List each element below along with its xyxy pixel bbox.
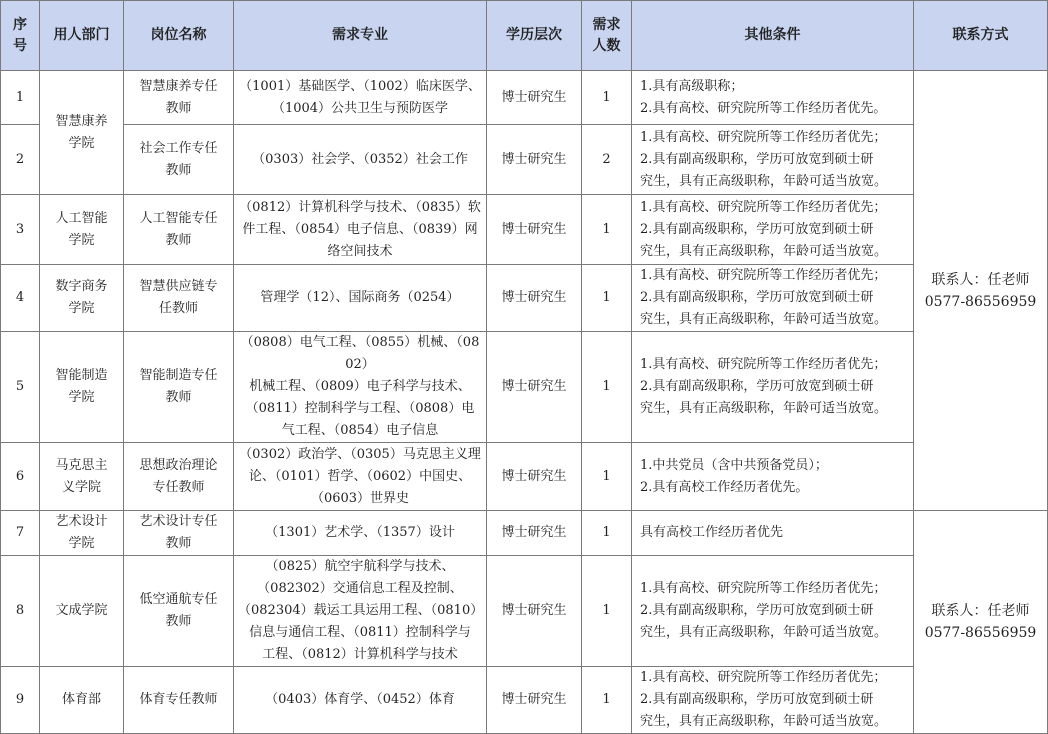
cell-count: 2 xyxy=(582,125,632,195)
cell-line: 教师 xyxy=(165,100,192,116)
cell-dept xyxy=(40,511,124,556)
cell-line: 智慧供应链专 xyxy=(139,279,218,294)
header-contact: 联系方式 xyxy=(914,1,1048,71)
cell-line: 智能制造专任 xyxy=(139,368,218,383)
cell-line: 1.具有高校、研究院所等工作经历者优先； xyxy=(640,357,887,372)
cell-line: （1301）艺术学、（1357）设计 xyxy=(265,525,455,540)
cell-line: 学院 xyxy=(68,301,95,316)
cell-line: 艺术设计专任 xyxy=(139,514,218,529)
cell-line: 专任教师 xyxy=(152,479,205,495)
cell-cond xyxy=(632,71,914,125)
table-row xyxy=(1,265,1048,332)
cell-line: 人工智能专任 xyxy=(139,210,218,226)
cell-line: 论、（0101）哲学、（0602）中国史、 xyxy=(248,468,472,484)
cell-seq: 1 xyxy=(1,71,40,125)
cell-edu: 博士研究生 xyxy=(487,125,582,195)
cell-line: 体育专任教师 xyxy=(139,692,218,707)
cell-cond xyxy=(632,195,914,265)
cell-dept xyxy=(40,265,124,332)
contact-cell xyxy=(914,511,1048,734)
cell-line: 究生，具有正高级职称，年龄可适当放宽。 xyxy=(640,714,888,729)
cell-line: 究生，具有正高级职称，年龄可适当放宽。 xyxy=(640,243,888,259)
cell-line: （0302）政治学、（0305）马克思主义理 xyxy=(239,446,481,462)
cell-line: 2.具有副高级职称，学历可放宽到硕士研 xyxy=(640,221,874,237)
cell-line: 低空通航专任 xyxy=(139,592,218,607)
cell-line: 究生，具有正高级职称，年龄可适当放宽。 xyxy=(640,401,888,416)
cell-line: 2.具有副高级职称，学历可放宽到硕士研 xyxy=(640,379,874,394)
contact-cell xyxy=(914,71,1048,511)
table-row xyxy=(1,332,1048,443)
cell-post xyxy=(124,265,234,332)
cell-line: （0825）航空宇航科学与技术、 xyxy=(265,559,455,574)
cell-count: 1 xyxy=(582,667,632,734)
cell-line: 教师 xyxy=(165,232,192,248)
cell-line: 机械工程、（0809）电子科学与技术、 xyxy=(249,379,471,394)
cell-line: 1.具有高校、研究院所等工作经历者优先； xyxy=(640,581,887,596)
cell-count: 1 xyxy=(582,195,632,265)
cell-line: 0577-86556959 xyxy=(924,293,1037,310)
cell-edu: 博士研究生 xyxy=(487,556,582,667)
cell-line: 人工智能 xyxy=(55,210,108,226)
cell-edu: 博士研究生 xyxy=(487,443,582,511)
table-row xyxy=(1,125,1048,195)
cell-line: 思想政治理论 xyxy=(139,457,218,473)
cell-line: 工程、（0812）计算机科学与技术 xyxy=(262,647,458,662)
cell-major xyxy=(234,556,487,667)
cell-cond xyxy=(632,511,914,556)
cell-line: 2.具有高校、研究院所等工作经历者优先。 xyxy=(640,100,887,116)
header-row xyxy=(1,1,1048,71)
cell-major xyxy=(234,443,487,511)
cell-seq: 5 xyxy=(1,332,40,443)
cell-cond xyxy=(632,667,914,734)
cell-line: 智能制造 xyxy=(55,368,108,383)
cell-line: 学院 xyxy=(68,135,95,151)
cell-line: 究生，具有正高级职称，年龄可适当放宽。 xyxy=(640,625,888,640)
cell-post xyxy=(124,125,234,195)
cell-seq: 7 xyxy=(1,511,40,556)
cell-line: 数字商务 xyxy=(55,279,108,294)
cell-major xyxy=(234,511,487,556)
cell-line: 究生，具有正高级职称，年龄可适当放宽。 xyxy=(640,312,888,327)
cell-major xyxy=(234,125,487,195)
cell-line: 具有高校工作经历者优先 xyxy=(640,525,784,540)
cell-line: 马克思主 xyxy=(55,457,108,473)
cell-line: 艺术设计 xyxy=(55,514,108,529)
cell-major xyxy=(234,265,487,332)
table-row xyxy=(1,556,1048,667)
cell-line: （0812）计算机科学与技术、（0835）软 xyxy=(239,199,481,215)
cell-major xyxy=(234,195,487,265)
cell-cond xyxy=(632,556,914,667)
cell-line: 教师 xyxy=(165,390,192,405)
cell-count: 1 xyxy=(582,511,632,556)
cell-line: （082302）交通信息工程及控制、 xyxy=(257,581,463,596)
cell-cond xyxy=(632,332,914,443)
cell-cond xyxy=(632,265,914,332)
cell-line: （1001）基础医学、（1002）临床医学、 xyxy=(239,78,481,94)
cell-edu: 博士研究生 xyxy=(487,332,582,443)
cell-line: 教师 xyxy=(165,536,192,551)
header-cond: 其他条件 xyxy=(632,1,914,71)
header-post: 岗位名称 xyxy=(124,1,234,71)
cell-post xyxy=(124,332,234,443)
cell-line: 1.具有高校、研究院所等工作经历者优先； xyxy=(640,199,887,215)
cell-line: 2.具有高校工作经历者优先。 xyxy=(640,479,809,495)
cell-seq: 9 xyxy=(1,667,40,734)
cell-count: 1 xyxy=(582,556,632,667)
cell-line: 文成学院 xyxy=(55,603,108,618)
cell-dept xyxy=(40,332,124,443)
header-count: 需求 人数 xyxy=(582,1,632,71)
cell-edu: 博士研究生 xyxy=(487,71,582,125)
cell-line: 教师 xyxy=(165,162,192,178)
cell-line: 学院 xyxy=(68,390,95,405)
cell-line: （0303）社会学、（0352）社会工作 xyxy=(252,151,468,167)
cell-line: 2.具有副高级职称，学历可放宽到硕士研 xyxy=(640,290,874,305)
cell-line: （1004）公共卫生与预防医学 xyxy=(271,100,449,116)
cell-line: （0808）电气工程、（0855）机械、（0802） xyxy=(240,335,480,372)
cell-line: 1.具有高校、研究院所等工作经历者优先； xyxy=(640,670,887,685)
cell-count: 1 xyxy=(582,265,632,332)
cell-line: 任教师 xyxy=(158,301,198,316)
cell-post xyxy=(124,443,234,511)
table-row xyxy=(1,443,1048,511)
cell-post xyxy=(124,667,234,734)
cell-dept xyxy=(40,443,124,511)
cell-edu: 博士研究生 xyxy=(487,667,582,734)
cell-cond xyxy=(632,125,914,195)
cell-line: 1.具有高级职称； xyxy=(640,78,744,94)
cell-line: 体育部 xyxy=(61,692,101,707)
cell-line: 智慧康养 xyxy=(55,113,108,129)
cell-cond xyxy=(632,443,914,511)
cell-line: （0403）体育学、（0452）体育 xyxy=(265,692,455,707)
cell-line: （0811）控制科学与工程、（0808）电 xyxy=(245,401,475,416)
cell-seq: 3 xyxy=(1,195,40,265)
cell-post xyxy=(124,71,234,125)
cell-line: 2.具有副高级职称，学历可放宽到硕士研 xyxy=(640,151,874,167)
cell-edu: 博士研究生 xyxy=(487,195,582,265)
cell-line: 信息与通信工程、（0811）控制科学与 xyxy=(249,625,471,640)
cell-line: 学院 xyxy=(68,232,95,248)
cell-edu: 博士研究生 xyxy=(487,511,582,556)
cell-line: 件工程、（0854）电子信息、（0839）网 xyxy=(242,221,478,237)
table-row xyxy=(1,195,1048,265)
table-row xyxy=(1,667,1048,734)
cell-line: 2.具有副高级职称，学历可放宽到硕士研 xyxy=(640,603,874,618)
cell-line: 智慧康养专任 xyxy=(139,78,218,94)
cell-line: 1.中共党员（含中共预备党员）； xyxy=(640,457,828,473)
cell-line: 联系人：任老师 xyxy=(931,603,1030,619)
cell-edu: 博士研究生 xyxy=(487,265,582,332)
cell-line: 学院 xyxy=(68,536,95,551)
cell-major xyxy=(234,71,487,125)
cell-line: 社会工作专任 xyxy=(139,140,218,156)
cell-line: （0603）世界史 xyxy=(310,490,410,506)
table-row xyxy=(1,511,1048,556)
cell-line: 义学院 xyxy=(61,479,101,495)
cell-line: 2.具有副高级职称，学历可放宽到硕士研 xyxy=(640,692,874,707)
cell-count: 1 xyxy=(582,332,632,443)
cell-line: 1.具有高校、研究院所等工作经历者优先； xyxy=(640,268,887,283)
cell-seq: 6 xyxy=(1,443,40,511)
table-row xyxy=(1,71,1048,125)
cell-major xyxy=(234,332,487,443)
cell-post xyxy=(124,556,234,667)
cell-count: 1 xyxy=(582,443,632,511)
cell-line: 气工程、（0854）电子信息 xyxy=(281,423,439,438)
cell-line: 管理学（12）、国际商务（0254） xyxy=(260,290,460,305)
cell-line: 究生，具有正高级职称，年龄可适当放宽。 xyxy=(640,173,888,189)
cell-line: （082304）载运工具运用工程、（0810） xyxy=(238,603,484,618)
header-edu: 学历层次 xyxy=(487,1,582,71)
cell-post xyxy=(124,511,234,556)
cell-count: 1 xyxy=(582,71,632,125)
header-seq: 序 号 xyxy=(1,1,40,71)
cell-post xyxy=(124,195,234,265)
cell-dept xyxy=(40,195,124,265)
cell-line: 络空间技术 xyxy=(327,243,393,259)
cell-seq: 4 xyxy=(1,265,40,332)
cell-line: 0577-86556959 xyxy=(924,625,1037,641)
cell-line: 联系人：任老师 xyxy=(931,271,1030,288)
cell-seq: 8 xyxy=(1,556,40,667)
cell-major xyxy=(234,667,487,734)
cell-dept xyxy=(40,667,124,734)
header-major: 需求专业 xyxy=(234,1,487,71)
cell-line: 1.具有高校、研究院所等工作经历者优先； xyxy=(640,129,887,145)
header-dept: 用人部门 xyxy=(40,1,124,71)
cell-dept xyxy=(40,71,124,195)
cell-line: 教师 xyxy=(165,614,192,629)
cell-dept xyxy=(40,556,124,667)
cell-seq: 2 xyxy=(1,125,40,195)
